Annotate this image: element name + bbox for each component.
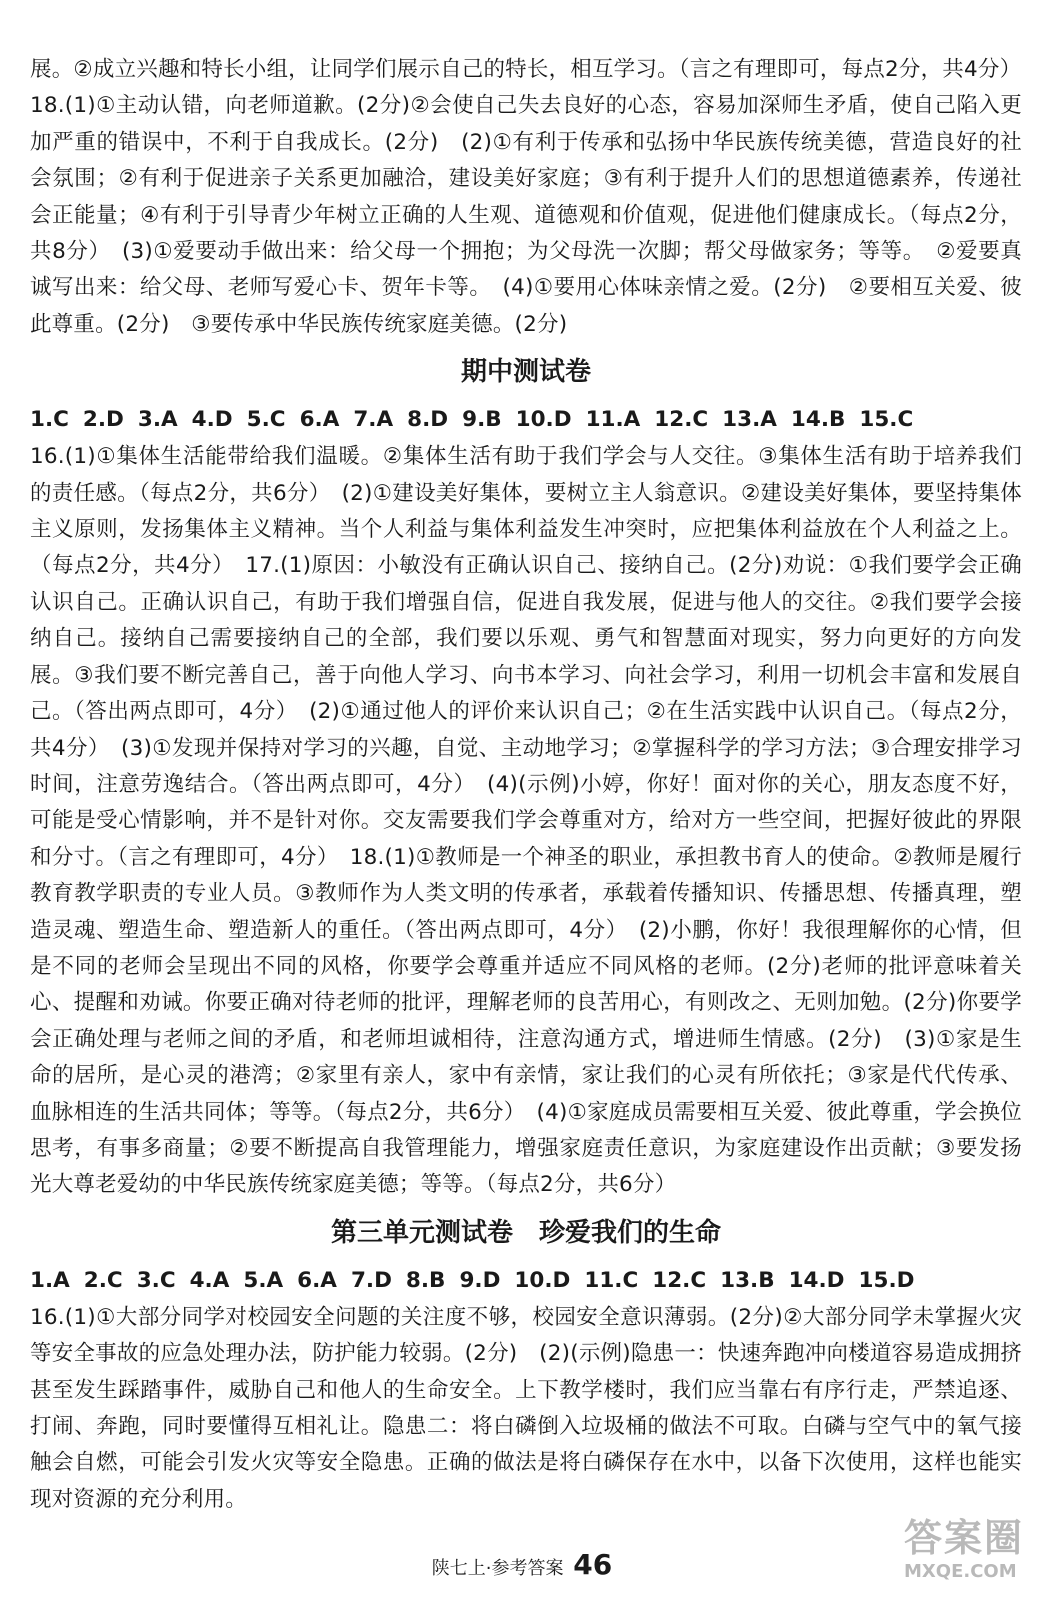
- watermark-text: 答案圈: [904, 1516, 1025, 1560]
- answer-page: [30, 52, 1022, 1518]
- paragraph-continued: 展。②成立兴趣和特长小组，让同学们展示自己的特长，相互学习。（言之有理即可，每点2分，共4分）: [30, 57, 1022, 82]
- page-footer: [0, 1548, 1044, 1581]
- paragraph-midterm-body: 16.(1)①集体生活能带给我们温暖。②集体生活有助于我们学会与人交往。③集体生活有助于培养我们的责任感。（每点2分，共6分） (2)①建设美好集体，要树立主人翁意识。②建设美好集体，要坚持集体主义原则，发扬集体主义精神。当个人利益与集体利益发生冲突时，应把集体利益放在个人利益之上。（每点2分，共4分） 17.(1)原因：小敏没有正确认识自己、接纳自己。(2分)劝说：①我们要学会正确认识自己。正确认识自己，有助于我们增强自信，促进自我发展，促进与他人的交往。②我们要学会接纳自己。接纳自己需要接纳自己的全部，我们要以乐观、勇气和智慧面对现实，努力向更好的方向发展。③我们要不断完善自己，善于向他人学习、向书本学习、向社会学习，利用一切机会丰富和发展自己。（答出两点即可，4分） (2)①通过他人的评价来认识自己；②在生活实践中认识自己。（每点2分，共4分） (3)①发现并保持对学习的兴趣，自觉、主动地学习；②掌握科学的学习方法；③合理安排学习时间，注意劳逸结合。（答出两点即可，4分） (4)(示例)小婷，你好！面对你的关心，朋友态度不好，可能是受心情影响，并不是针对你。交友需要我们学会尊重对方，给对方一些空间，把握好彼此的界限和分寸。（言之有理即可，4分） 18.(1)①教师是一个神圣的职业，承担教书育人的使命。②教师是履行教育教学职责的专业人员。③教师作为人类文明的传承者，承载着传播知识、传播思想、传播真理，塑造灵魂、塑造生命、塑造新人的重任。（答出两点即可，4分） (2)小鹏，你好！我很理解你的心情，但是不同的老师会呈现出不同的风格，你要学会尊重并适应不同风格的老师。(2分)老师的批评意味着关心、提醒和劝诫。你要正确对待老师的批评，理解老师的良苦用心，有则改之、无则加勉。(2分)你要学会正确处理与老师之间的矛盾，和老师坦诚相待，注意沟通方式，增进师生情感。(2分) (3)①家是生命的居所，是心灵的港湾；②家里有亲人，家中有亲情，家让我们的心灵有所依托；③家是代代传承、血脉相连的生活共同体；等等。（每点2分，共6分） (4)①家庭成员需要相互关爱、彼此尊重，学会换位思考，有事多商量；②要不断提高自我管理能力，增强家庭责任意识，为家庭建设作出贡献；③要发扬光大尊老爱幼的中华民族传统家庭美德；等等。（每点2分，共6分）: [30, 444, 1023, 1198]
- choice-answers-unit3: 1.A 2.C 3.C 4.A 5.A 6.A 7.D 8.B 9.D 10.D 11.C 12.C 13.B 14.D 15.D: [30, 1267, 915, 1293]
- section-title-midterm: 期中测试卷: [460, 357, 591, 388]
- watermark-url: MXQE.COM: [904, 1561, 1017, 1582]
- choice-answers-midterm: 1.C 2.D 3.A 4.D 5.C 6.A 7.A 8.D 9.B 10.D 11.A 12.C 13.A 14.B 15.C: [30, 407, 914, 433]
- section-title-unit3: 第三单元测试卷 珍爱我们的生命: [330, 1217, 721, 1248]
- footer-label: 陕七上·参考答案: [431, 1558, 564, 1579]
- paragraph-q18: 18.(1)①主动认错，向老师道歉。(2分)②会使自己失去良好的心态，容易加深师生矛盾，使自己陷入更加严重的错误中，不利于自我成长。(2分) (2)①有利于传承和弘扬中华民族传统美德，营造良好的社会氛围；②有利于促进亲子关系更加融洽，建设美好家庭；③有利于提升人们的思想道德素养，传递社会正能量；④有利于引导青少年树立正确的人生观、道德观和价值观，促进他们健康成长。（每点2分，共8分） (3)①爱要动手做出来：给父母一个拥抱；为父母洗一次脚；帮父母做家务；等等。 ②爱要真诚写出来：给父母、老师写爱心卡、贺年卡等。 (4)①要用心体味亲情之爱。(2分) ②要相互关爱、彼此尊重。(2分) ③要传承中华民族传统家庭美德。(2分): [30, 93, 1022, 337]
- page-number: 46: [573, 1548, 613, 1581]
- watermark-logo: [904, 1515, 1034, 1595]
- paragraph-unit3-body: 16.(1)①大部分同学对校园安全问题的关注度不够，校园安全意识薄弱。(2分)②大部分同学未掌握火灾等安全事故的应急处理办法，防护能力较弱。(2分) (2)(示例)隐患一：快速奔跑冲向楼道容易造成拥挤甚至发生踩踏事件，威胁自己和他人的生命安全。上下教学楼时，我们应当靠右有序行走，严禁追逐、打闹、奔跑，同时要懂得互相礼让。隐患二：将白磷倒入垃圾桶的做法不可取。白磷与空气中的氧气接触会自燃，可能会引发火灾等安全隐患。正确的做法是将白磷保存在水中，以备下次使用，这样也能实现对资源的充分利用。: [30, 1304, 1022, 1512]
